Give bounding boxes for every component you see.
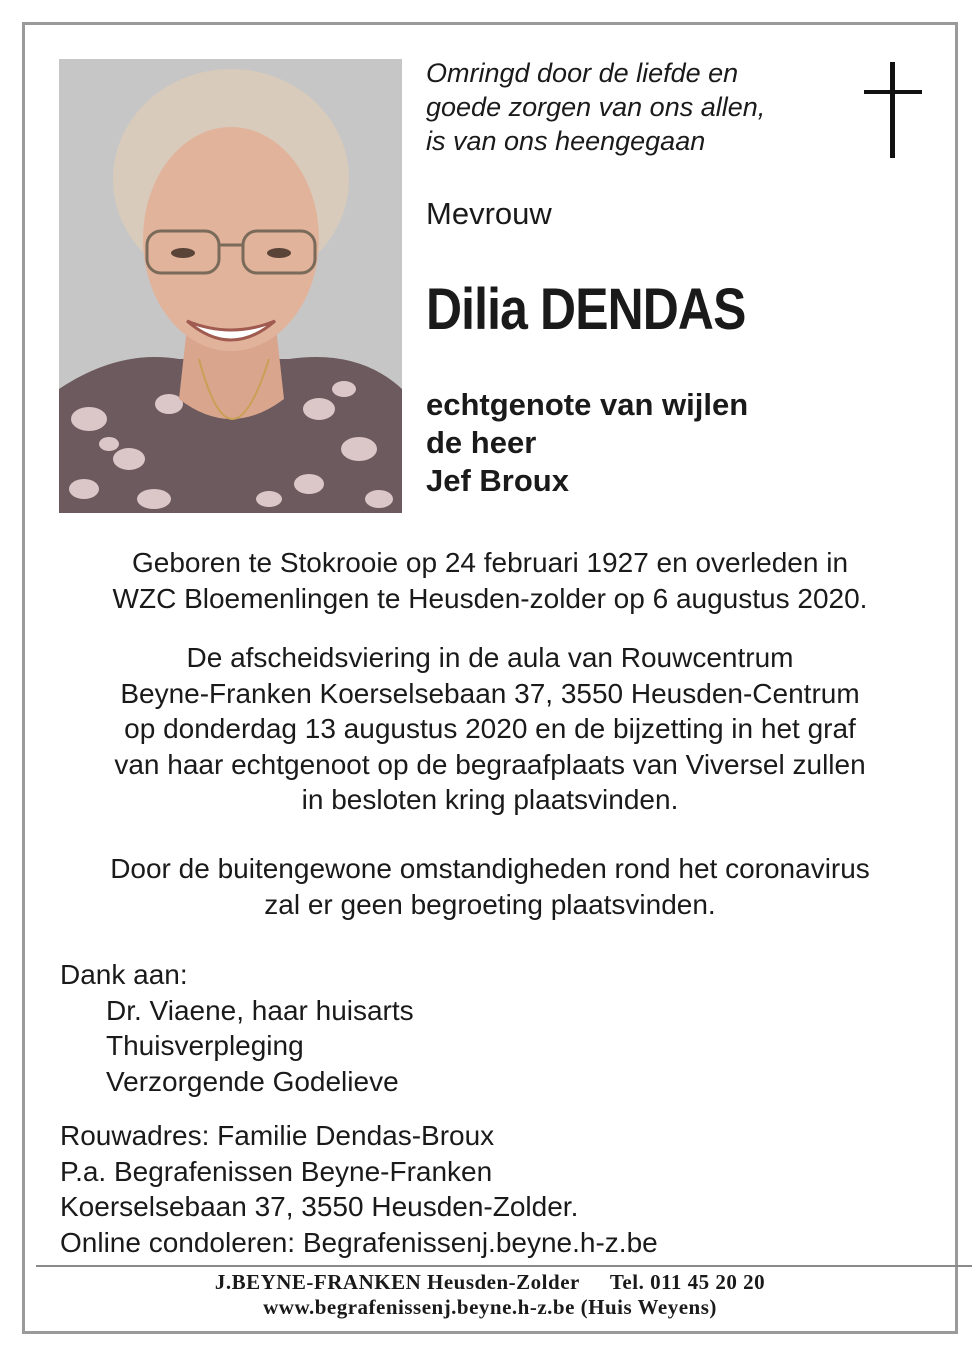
footer-divider [36,1265,972,1267]
thanks-item: Thuisverpleging [106,1030,304,1061]
deceased-name: Dilia DENDAS [426,277,746,342]
paragraph-line: Beyne-Franken Koerselsebaan 37, 3550 Heusden-Centrum [120,677,860,709]
address-line: Koerselsebaan 37, 3550 Heusden-Zolder. [60,1191,579,1222]
cross-icon [864,62,922,160]
paragraph-line: De afscheidsviering in de aula van Rouwcentrum [186,642,794,673]
salutation: Mevrouw [426,196,552,231]
footer-company-line [40,1270,940,1295]
address-section [60,1118,658,1260]
thanks-section [60,957,414,1099]
paragraph-line: Door de buitengewone omstandigheden rond het coronavirus [110,853,870,884]
intro-line: goede zorgen van ons allen, [426,92,766,122]
thanks-item: Dr. Viaene, haar huisarts [106,994,414,1026]
portrait-photo [59,59,402,513]
intro-text [426,56,846,158]
corona-notice [40,851,940,922]
birth-death-paragraph [40,545,940,616]
address-line: P.a. Begrafenissen Beyne-Franken [60,1155,493,1187]
footer-phone: Tel. 011 45 20 20 [609,1270,766,1294]
spouse-info [426,386,748,500]
spouse-line: Jef Broux [426,463,569,498]
footer-website: www.begrafenissenj.beyne.h-z.be (Huis Weyens) [263,1295,717,1319]
spouse-line: echtgenote van wijlen [426,387,749,422]
paragraph-line: van haar echtgenoot op de begraafplaats van Viversel zullen [114,748,866,780]
intro-line: is van ons heengegaan [426,126,706,156]
thanks-item: Verzorgende Godelieve [106,1065,399,1097]
footer-company: J.BEYNE-FRANKEN Heusden-Zolder [214,1270,580,1294]
spouse-line: de heer [426,425,537,460]
intro-line: Omringd door de liefde en [426,58,739,88]
paragraph-line: zal er geen begroeting plaatsvinden. [264,888,716,920]
paragraph-line: op donderdag 13 augustus 2020 en de bijzetting in het graf [124,713,856,744]
address-line: Rouwadres: Familie Dendas-Broux [60,1120,495,1151]
ceremony-paragraph [40,640,940,818]
paragraph-line: WZC Bloemenlingen te Heusden-zolder op 6 augustus 2020. [112,582,868,614]
portrait-image [59,59,402,513]
thanks-heading: Dank aan: [60,959,188,990]
online-condolence-line: Online condoleren: Begrafenissenj.beyne.h-z.be [60,1226,658,1258]
paragraph-line: Geboren te Stokrooie op 24 februari 1927 en overleden in [131,547,849,578]
paragraph-line: in besloten kring plaatsvinden. [301,784,679,815]
